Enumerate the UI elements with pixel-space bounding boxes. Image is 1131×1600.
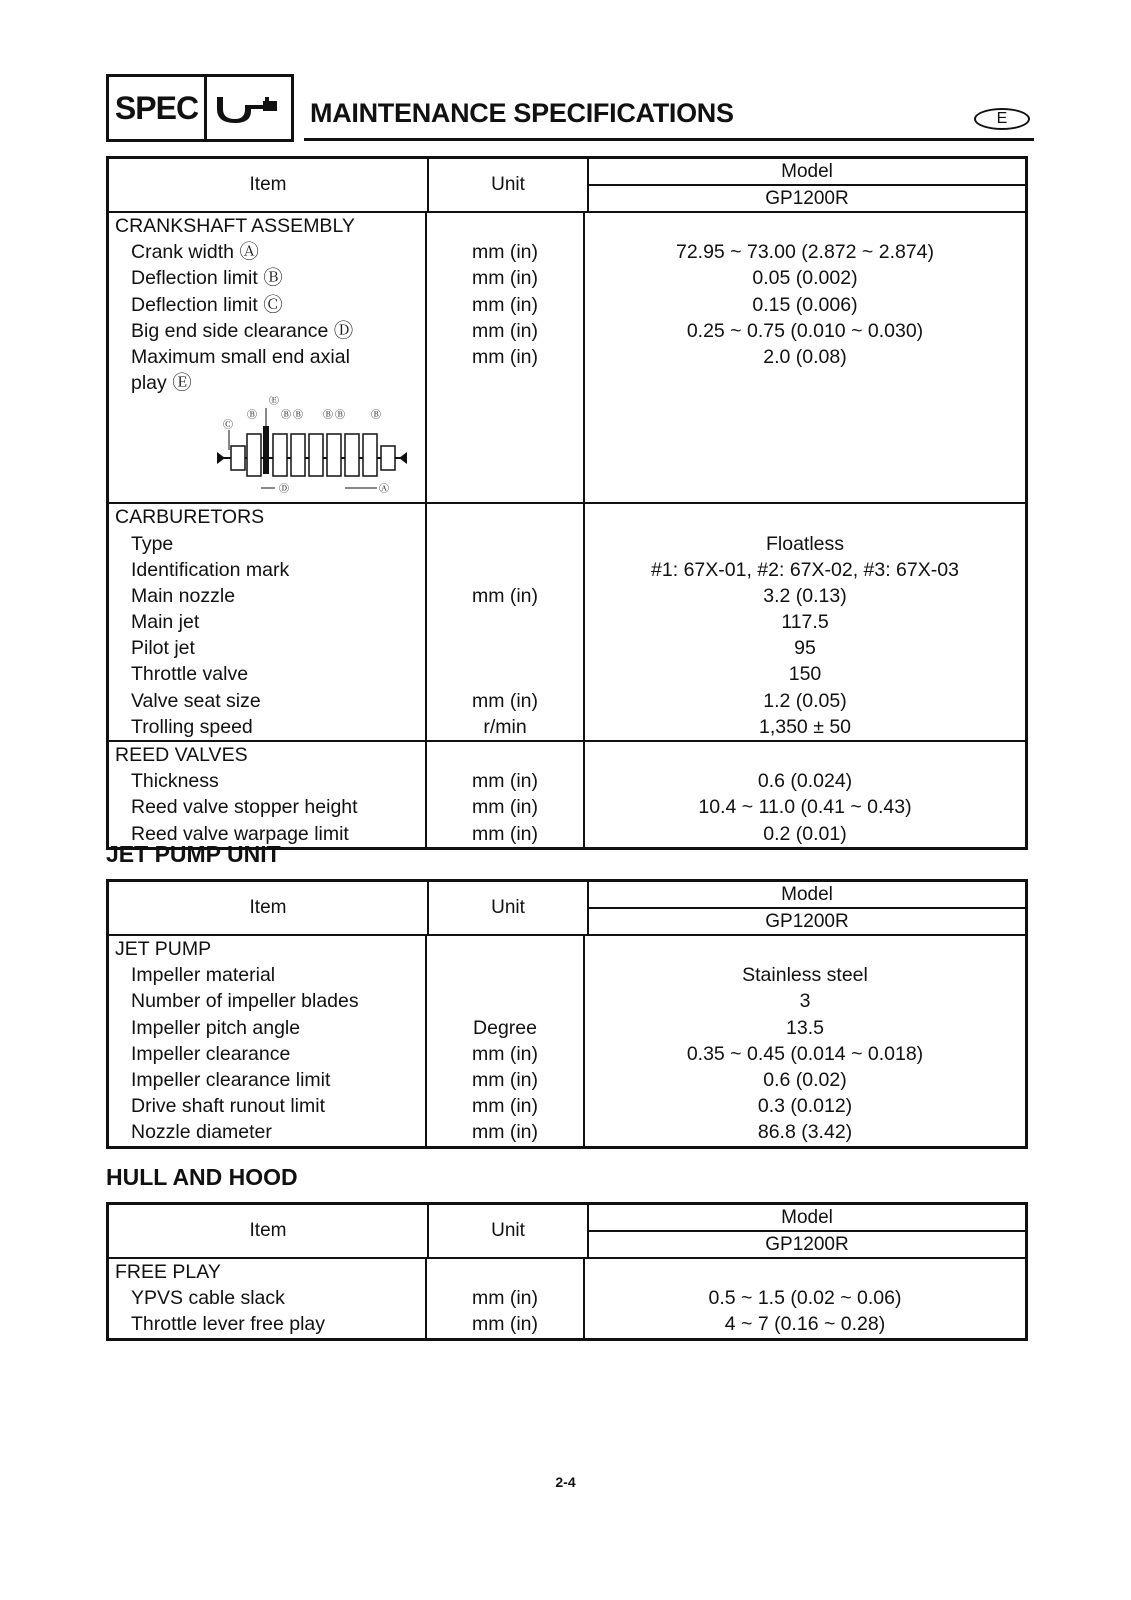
- header-model-label: Model: [589, 159, 1025, 186]
- table-row-item: Impeller clearance: [131, 1042, 291, 1065]
- table-row-value: 0.5 ~ 1.5 (0.02 ~ 0.06): [708, 1287, 902, 1310]
- table-row-value: 0.05 (0.002): [752, 267, 858, 290]
- table-row-item: Impeller pitch angle: [131, 1016, 301, 1039]
- table-row-item: Throttle valve: [131, 663, 249, 686]
- label-b3: Ⓑ: [293, 410, 303, 422]
- table-row-unit: mm (in): [471, 822, 539, 845]
- table-row-unit: mm (in): [471, 1095, 539, 1118]
- table-row-item: Nozzle diameter: [131, 1121, 272, 1144]
- table-row-unit: [427, 635, 583, 661]
- table-row-unit: [427, 988, 583, 1014]
- table-row-unit: mm (in): [471, 267, 539, 290]
- table-row-unit: mm (in): [471, 689, 539, 712]
- wrench-tool-icon: [207, 77, 291, 139]
- table-row-item: Impeller material: [131, 964, 276, 987]
- table-row-unit: mm (in): [471, 345, 539, 368]
- table-row-item: YPVS cable slack: [131, 1287, 285, 1310]
- spec-label: SPEC: [109, 77, 207, 139]
- table-row-item: Reed valve warpage limit: [131, 822, 349, 845]
- table-row-unit: mm (in): [471, 1313, 539, 1336]
- header-model-label: Model: [589, 1205, 1025, 1232]
- table-row-item: Valve seat size: [131, 689, 261, 712]
- section-carburetors: [109, 504, 1025, 742]
- table-row-item: play Ⓔ: [131, 372, 192, 395]
- table-row-item: Throttle lever free play: [131, 1313, 326, 1336]
- label-b4: Ⓑ: [323, 410, 333, 422]
- table-row-unit: mm (in): [471, 770, 539, 793]
- table-row-item: Thickness: [131, 770, 219, 793]
- table-row-value: 0.2 (0.01): [763, 822, 847, 845]
- label-b2: Ⓑ: [281, 410, 291, 422]
- table-row-item: Pilot jet: [131, 637, 195, 660]
- table-row-value: 4 ~ 7 (0.16 ~ 0.28): [724, 1313, 886, 1336]
- header-model-name: GP1200R: [765, 1233, 849, 1255]
- language-badge: E: [974, 108, 1030, 130]
- hull-spec-table: [106, 1202, 1028, 1341]
- table-row-value: 1.2 (0.05): [763, 689, 847, 712]
- table-row-unit: mm (in): [471, 1042, 539, 1065]
- table-row-value: 1,350 ± 50: [758, 715, 852, 738]
- table-row-value: 86.8 (3.42): [757, 1121, 853, 1144]
- table-header: [109, 882, 1025, 936]
- table-row-item: Drive shaft runout limit: [131, 1095, 325, 1118]
- label-e: Ⓔ: [269, 396, 279, 408]
- table-row-value: 3: [799, 990, 811, 1013]
- header-unit: Unit: [429, 159, 589, 211]
- spec-badge: [106, 74, 294, 142]
- header-model: [589, 882, 1025, 934]
- table-row-item: Big end side clearance Ⓓ: [131, 319, 354, 342]
- table-row-item: Number of impeller blades: [131, 990, 359, 1013]
- header-model-label: Model: [589, 882, 1025, 909]
- table-row-value: 95: [794, 637, 816, 660]
- hull-and-hood-heading: HULL AND HOOD: [106, 1164, 298, 1190]
- crankshaft-diagram: [109, 396, 425, 502]
- table-row-unit: [427, 661, 583, 687]
- table-row-value: Stainless steel: [742, 964, 868, 987]
- table-row-unit: r/min: [483, 715, 527, 738]
- header-item: Item: [109, 882, 429, 934]
- section-title: JET PUMP: [115, 938, 212, 960]
- section-jet-pump: [109, 936, 1025, 1146]
- label-b6: Ⓑ: [371, 410, 381, 422]
- table-row-item: Deflection limit Ⓒ: [131, 293, 283, 316]
- table-row-unit: mm (in): [471, 1121, 539, 1144]
- table-row-unit: [427, 557, 583, 583]
- table-row-value: #1: 67X-01, #2: 67X-02, #3: 67X-03: [651, 558, 959, 581]
- label-b5: Ⓑ: [335, 410, 345, 422]
- table-row-unit: [427, 531, 583, 557]
- table-row-unit: mm (in): [471, 319, 539, 342]
- section-title: FREE PLAY: [115, 1261, 221, 1283]
- header-model-name: GP1200R: [765, 187, 849, 209]
- table-row-item: Crank width Ⓐ: [131, 241, 259, 264]
- table-row-item: Maximum small end axial: [131, 345, 350, 368]
- table-row-unit: [427, 609, 583, 635]
- table-row-value: 150: [788, 663, 822, 686]
- header-model-name: GP1200R: [765, 910, 849, 932]
- table-row-item: Type: [131, 532, 174, 555]
- section-title: REED VALVES: [115, 744, 248, 766]
- section-reed-valves: [109, 742, 1025, 847]
- header-unit: Unit: [429, 1205, 589, 1257]
- table-row-value: 0.3 (0.012): [757, 1095, 853, 1118]
- table-row-unit: mm (in): [471, 796, 539, 819]
- header-model: [589, 1205, 1025, 1257]
- table-row-value: Floatless: [765, 532, 845, 555]
- table-row-value: 13.5: [786, 1016, 824, 1039]
- table-row-unit: mm (in): [471, 293, 539, 316]
- label-b1: Ⓑ: [247, 410, 257, 422]
- label-a: Ⓐ: [379, 484, 389, 496]
- header-model: [589, 159, 1025, 211]
- label-d: Ⓓ: [279, 484, 289, 496]
- table-row-value: 0.6 (0.024): [757, 770, 853, 793]
- table-row-value: 3.2 (0.13): [763, 584, 847, 607]
- page-number: 2-4: [555, 1474, 576, 1490]
- section-crankshaft: [109, 213, 1025, 504]
- section-title: CARBURETORS: [115, 506, 265, 529]
- engine-spec-table: [106, 156, 1028, 850]
- table-row-unit: Degree: [473, 1016, 537, 1039]
- page-title: MAINTENANCE SPECIFICATIONS: [310, 98, 734, 128]
- table-row-unit: [427, 962, 583, 988]
- header-unit: Unit: [429, 882, 589, 934]
- header-item: Item: [109, 1205, 429, 1257]
- section-title: CRANKSHAFT ASSEMBLY: [115, 215, 355, 237]
- section-free-play: [109, 1259, 1025, 1338]
- header-item: Item: [109, 159, 429, 211]
- table-row-item: Main nozzle: [131, 584, 236, 607]
- table-row-item: Main jet: [131, 611, 200, 634]
- title-rule: [304, 138, 1034, 141]
- jet-pump-spec-table: [106, 879, 1028, 1149]
- table-row-value: 2.0 (0.08): [763, 345, 847, 368]
- table-row-unit: mm (in): [471, 584, 539, 607]
- table-row-unit: mm (in): [471, 1068, 539, 1091]
- table-row-value: 72.95 ~ 73.00 (2.872 ~ 2.874): [675, 241, 935, 264]
- label-c: Ⓒ: [223, 420, 233, 432]
- table-row-item: Trolling speed: [131, 715, 253, 738]
- table-row-value: 0.25 ~ 0.75 (0.010 ~ 0.030): [686, 319, 924, 342]
- table-row-item: Impeller clearance limit: [131, 1068, 331, 1091]
- table-row-value: 0.15 (0.006): [752, 293, 858, 316]
- table-header: [109, 159, 1025, 213]
- table-row-value: 10.4 ~ 11.0 (0.41 ~ 0.43): [698, 796, 912, 819]
- table-row-value: 0.35 ~ 0.45 (0.014 ~ 0.018): [686, 1042, 924, 1065]
- table-row-value: 0.6 (0.02): [763, 1068, 847, 1091]
- table-row-item: Deflection limit Ⓑ: [131, 267, 283, 290]
- table-row-item: Identification mark: [131, 558, 290, 581]
- table-row-unit: mm (in): [471, 241, 539, 264]
- table-row-item: Reed valve stopper height: [131, 796, 358, 819]
- page-header: [106, 74, 1034, 144]
- table-row-value: 117.5: [781, 611, 829, 634]
- table-header: [109, 1205, 1025, 1259]
- table-row-unit: mm (in): [471, 1287, 539, 1310]
- jet-pump-heading: JET PUMP UNIT: [106, 841, 281, 867]
